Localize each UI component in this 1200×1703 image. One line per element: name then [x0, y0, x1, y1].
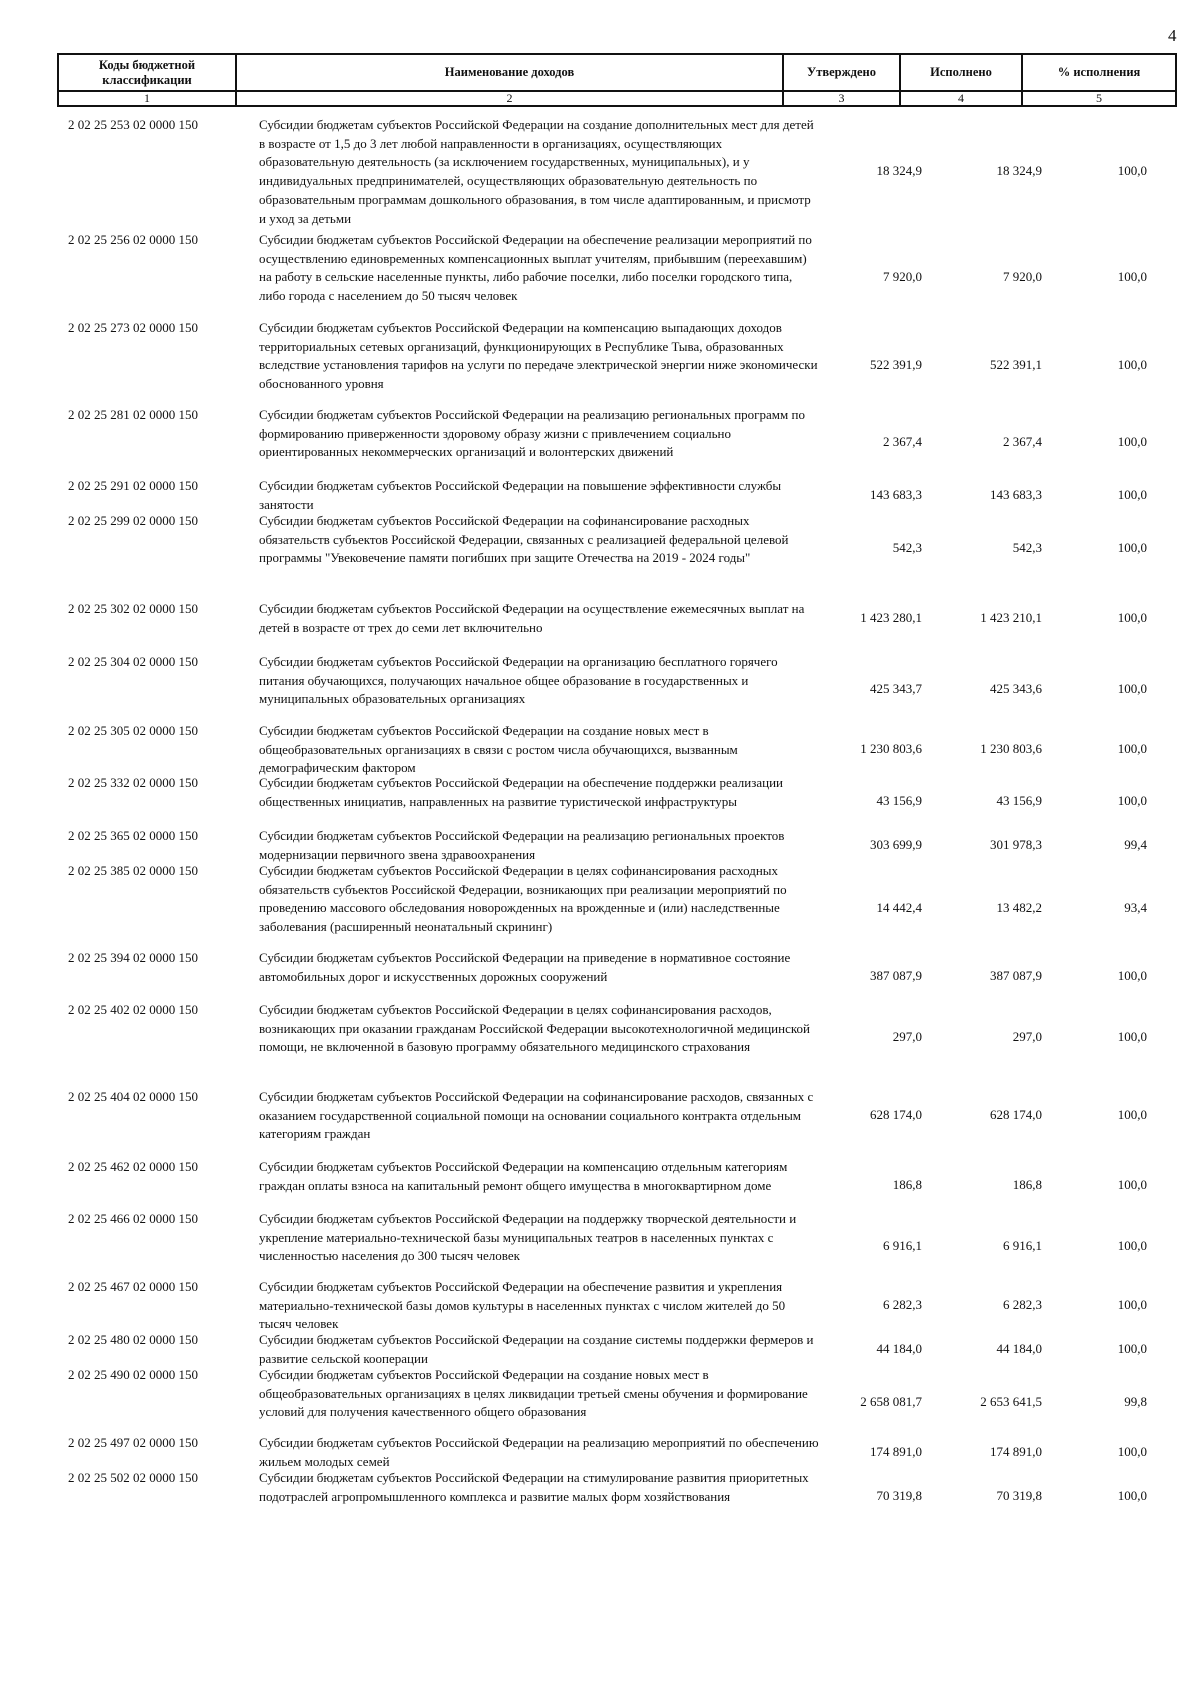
- table-row: [57, 477, 1175, 512]
- budget-code: 2 02 25 404 02 0000 150: [68, 1089, 198, 1104]
- budget-code: 2 02 25 256 02 0000 150: [68, 232, 198, 247]
- table-row: [57, 827, 1175, 862]
- budget-code: 2 02 25 462 02 0000 150: [68, 1159, 198, 1174]
- approved-value: 425 343,7: [870, 681, 922, 696]
- percent-value: 100,0: [1117, 163, 1147, 178]
- executed-value: 6 916,1: [1003, 1238, 1042, 1253]
- table-row: [57, 231, 1175, 319]
- percent-value: 100,0: [1117, 681, 1147, 696]
- approved-value: 522 391,9: [870, 357, 922, 372]
- executed-value: 2 653 641,5: [980, 1394, 1042, 1409]
- approved-value: 1 423 280,1: [860, 610, 922, 625]
- income-name: Субсидии бюджетам субъектов Российской Федерации на реализацию региональных программ по формированию приверженности здоровому образу жизни с привлечением социально ориентированных некоммерческих организаций и волонтерских движений: [259, 407, 805, 460]
- executed-value: 174 891,0: [990, 1444, 1042, 1459]
- table-row: [57, 600, 1175, 653]
- table-row: [57, 512, 1175, 600]
- approved-value: 6 916,1: [883, 1238, 922, 1253]
- budget-code: 2 02 25 502 02 0000 150: [68, 1470, 198, 1485]
- budget-code: 2 02 25 480 02 0000 150: [68, 1332, 198, 1347]
- budget-code: 2 02 25 291 02 0000 150: [68, 478, 198, 493]
- percent-value: 99,8: [1124, 1394, 1147, 1409]
- income-name: Субсидии бюджетам субъектов Российской Федерации в целях софинансирования расходов, возникающих при оказании гражданам Российской Федерации высокотехнологичной медицинской помощи, не включенной в базовую программу обязательного медицинского страхования: [259, 1002, 810, 1055]
- percent-value: 100,0: [1117, 1444, 1147, 1459]
- approved-value: 70 319,8: [876, 1488, 922, 1503]
- table-row: [57, 653, 1175, 722]
- header-executed: Исполнено: [900, 54, 1022, 91]
- executed-value: 2 367,4: [1003, 434, 1042, 449]
- income-name: Субсидии бюджетам субъектов Российской Федерации на обеспечение развития и укрепления материально-технической базы домов культуры в населенных пунктах с числом жителей до 50 тысяч человек: [259, 1279, 786, 1332]
- table-row: [57, 319, 1175, 406]
- budget-code: 2 02 25 497 02 0000 150: [68, 1435, 198, 1450]
- table-row: [57, 774, 1175, 827]
- income-name: Субсидии бюджетам субъектов Российской Федерации на создание системы поддержки фермеров и развитие сельской кооперации: [259, 1332, 814, 1366]
- table-row: [57, 862, 1175, 949]
- executed-value: 13 482,2: [996, 900, 1042, 915]
- income-name: Субсидии бюджетам субъектов Российской Федерации на софинансирование расходных обязательств субъектов Российской Федерации, связанных с реализацией федеральной целевой программы "Увековечение памяти погибших при защите Отечества на 2019 - 2024 годы": [259, 513, 789, 566]
- header-number-3: 3: [783, 91, 900, 106]
- income-name: Субсидии бюджетам субъектов Российской Федерации на реализацию региональных проектов модернизации первичного звена здравоохранения: [259, 828, 785, 862]
- approved-value: 143 683,3: [870, 487, 922, 502]
- approved-value: 43 156,9: [876, 793, 922, 808]
- budget-code: 2 02 25 365 02 0000 150: [68, 828, 198, 843]
- header-number-5: 5: [1022, 91, 1176, 106]
- income-name: Субсидии бюджетам субъектов Российской Федерации на осуществление ежемесячных выплат на детей в возрасте от трех до семи лет включительно: [259, 601, 805, 635]
- income-name: Субсидии бюджетам субъектов Российской Федерации на приведение в нормативное состояние автомобильных дорог и искусственных дорожных сооружений: [259, 950, 791, 984]
- header-number-4: 4: [900, 91, 1022, 106]
- income-name: Субсидии бюджетам субъектов Российской Федерации на создание дополнительных мест для детей в возрасте от 1,5 до 3 лет любой направленности в организациях, осуществляющих образовательную деятельность (за исключением государственных, муниципальных), и у индивидуальных предпринимателей, осуществляющих образовательную деятельность по образовательным программам дошкольного образования, в том числе адаптированным, и присмотр и уход за детьми: [259, 117, 814, 226]
- budget-code: 2 02 25 402 02 0000 150: [68, 1002, 198, 1017]
- table-row: [57, 1210, 1175, 1278]
- executed-value: 43 156,9: [996, 793, 1042, 808]
- executed-value: 387 087,9: [990, 968, 1042, 983]
- income-name: Субсидии бюджетам субъектов Российской Федерации на компенсацию выпадающих доходов территориальных сетевых организаций, функционирующих в Республике Тыва, образованных вследствие установления тарифов на услуги по передаче электрической энергии ниже экономически обоснованного уровня: [259, 320, 818, 392]
- percent-value: 100,0: [1117, 610, 1147, 625]
- budget-code: 2 02 25 490 02 0000 150: [68, 1367, 198, 1382]
- table-row: [57, 1331, 1175, 1366]
- budget-code: 2 02 25 253 02 0000 150: [68, 117, 198, 132]
- approved-value: 2 367,4: [883, 434, 922, 449]
- budget-code: 2 02 25 304 02 0000 150: [68, 654, 198, 669]
- executed-value: 522 391,1: [990, 357, 1042, 372]
- approved-value: 628 174,0: [870, 1107, 922, 1122]
- income-name: Субсидии бюджетам субъектов Российской Федерации в целях софинансирования расходных обязательств субъектов Российской Федерации, возникающих при реализации мероприятий по проведению массового обследования новорожденных на врожденные и (или) наследственные заболевания (расширенный неонатальный скрининг): [259, 863, 787, 935]
- income-name: Субсидии бюджетам субъектов Российской Федерации на организацию бесплатного горячего питания обучающихся, получающих начальное общее образование в государственных и муниципальных образовательных организациях: [259, 654, 778, 707]
- approved-value: 174 891,0: [870, 1444, 922, 1459]
- percent-value: 100,0: [1117, 269, 1147, 284]
- budget-code: 2 02 25 281 02 0000 150: [68, 407, 198, 422]
- executed-value: 18 324,9: [996, 163, 1042, 178]
- budget-code: 2 02 25 302 02 0000 150: [68, 601, 198, 616]
- executed-value: 301 978,3: [990, 837, 1042, 852]
- budget-code: 2 02 25 466 02 0000 150: [68, 1211, 198, 1226]
- approved-value: 387 087,9: [870, 968, 922, 983]
- header-budget-codes: Коды бюджетной классификации: [58, 54, 236, 91]
- percent-value: 100,0: [1117, 968, 1147, 983]
- header-income-name: Наименование доходов: [236, 54, 783, 91]
- approved-value: 2 658 081,7: [860, 1394, 922, 1409]
- percent-value: 100,0: [1117, 1297, 1147, 1312]
- approved-value: 44 184,0: [876, 1341, 922, 1356]
- income-name: Субсидии бюджетам субъектов Российской Федерации на обеспечение поддержки реализации общественных инициатив, направленных на развитие туристической инфраструктуры: [259, 775, 784, 809]
- executed-value: 7 920,0: [1003, 269, 1042, 284]
- budget-code: 2 02 25 332 02 0000 150: [68, 775, 198, 790]
- budget-code: 2 02 25 273 02 0000 150: [68, 320, 198, 335]
- income-name: Субсидии бюджетам субъектов Российской Федерации на поддержку творческой деятельности и укрепление материально-технической базы муниципальных театров в населенных пунктах с численностью населения до 300 тысяч человек: [259, 1211, 797, 1264]
- executed-value: 297,0: [1012, 1029, 1042, 1044]
- executed-value: 628 174,0: [990, 1107, 1042, 1122]
- percent-value: 100,0: [1117, 487, 1147, 502]
- table-row: [57, 1001, 1175, 1088]
- executed-value: 6 282,3: [1003, 1297, 1042, 1312]
- approved-value: 18 324,9: [876, 163, 922, 178]
- percent-value: 93,4: [1124, 900, 1147, 915]
- table-row: [57, 1434, 1175, 1469]
- table-row: [57, 1278, 1175, 1331]
- percent-value: 100,0: [1117, 1488, 1147, 1503]
- percent-value: 99,4: [1124, 837, 1147, 852]
- executed-value: 425 343,6: [990, 681, 1042, 696]
- page-number: 4: [1168, 26, 1177, 45]
- income-name: Субсидии бюджетам субъектов Российской Федерации на софинансирование расходов, связанных с оказанием государственной социальной помощи на основании социального контракта отдельным категориям граждан: [259, 1089, 814, 1142]
- table-row: [57, 949, 1175, 1001]
- executed-value: 70 319,8: [996, 1488, 1042, 1503]
- header-number-1: 1: [58, 91, 236, 106]
- income-name: Субсидии бюджетам субъектов Российской Федерации на повышение эффективности службы занятости: [259, 478, 782, 512]
- percent-value: 100,0: [1117, 1341, 1147, 1356]
- approved-value: 186,8: [892, 1177, 922, 1192]
- percent-value: 100,0: [1117, 434, 1147, 449]
- percent-value: 100,0: [1117, 1238, 1147, 1253]
- header-number-2: 2: [236, 91, 783, 106]
- budget-code: 2 02 25 467 02 0000 150: [68, 1279, 198, 1294]
- approved-value: 6 282,3: [883, 1297, 922, 1312]
- table-row: [57, 116, 1175, 231]
- approved-value: 297,0: [892, 1029, 922, 1044]
- table-row: [57, 1469, 1175, 1504]
- percent-value: 100,0: [1117, 357, 1147, 372]
- income-name: Субсидии бюджетам субъектов Российской Федерации на стимулирование развития приоритетных подотраслей агропромышленного комплекса и развитие малых форм хозяйствования: [259, 1470, 809, 1504]
- budget-code: 2 02 25 394 02 0000 150: [68, 950, 198, 965]
- percent-value: 100,0: [1117, 793, 1147, 808]
- executed-value: 1 423 210,1: [980, 610, 1042, 625]
- executed-value: 186,8: [1012, 1177, 1042, 1192]
- approved-value: 542,3: [892, 540, 922, 555]
- header-percent: % исполнения: [1022, 54, 1176, 91]
- percent-value: 100,0: [1117, 1177, 1147, 1192]
- percent-value: 100,0: [1117, 1029, 1147, 1044]
- table-row: [57, 1088, 1175, 1158]
- approved-value: 1 230 803,6: [860, 741, 922, 756]
- approved-value: 14 442,4: [876, 900, 922, 915]
- approved-value: 7 920,0: [883, 269, 922, 284]
- percent-value: 100,0: [1117, 540, 1147, 555]
- percent-value: 100,0: [1117, 1107, 1147, 1122]
- table-row: [57, 722, 1175, 774]
- executed-value: 542,3: [1012, 540, 1042, 555]
- executed-value: 143 683,3: [990, 487, 1042, 502]
- percent-value: 100,0: [1117, 741, 1147, 756]
- table-row: [57, 1366, 1175, 1434]
- executed-value: 44 184,0: [996, 1341, 1042, 1356]
- budget-code: 2 02 25 385 02 0000 150: [68, 863, 198, 878]
- income-name: Субсидии бюджетам субъектов Российской Федерации на создание новых мест в общеобразовательных организациях в целях ликвидации третьей смены обучения и формирование условий для получения качественного общего образования: [259, 1367, 808, 1420]
- income-name: Субсидии бюджетам субъектов Российской Федерации на компенсацию отдельным категориям граждан оплаты взноса на капитальный ремонт общего имущества в многоквартирном доме: [259, 1159, 788, 1193]
- budget-code: 2 02 25 305 02 0000 150: [68, 723, 198, 738]
- budget-code: 2 02 25 299 02 0000 150: [68, 513, 198, 528]
- executed-value: 1 230 803,6: [980, 741, 1042, 756]
- income-name: Субсидии бюджетам субъектов Российской Федерации на создание новых мест в общеобразовательных организациях в связи с ростом числа обучающихся, вызванным демографическим фактором: [259, 723, 738, 776]
- header-approved: Утверждено: [783, 54, 900, 91]
- approved-value: 303 699,9: [870, 837, 922, 852]
- table-row: [57, 406, 1175, 477]
- table-body: [57, 116, 1175, 1504]
- table-header: [57, 53, 1177, 107]
- income-name: Субсидии бюджетам субъектов Российской Федерации на реализацию мероприятий по обеспечению жильем молодых семей: [259, 1435, 819, 1469]
- table-row: [57, 1158, 1175, 1210]
- income-name: Субсидии бюджетам субъектов Российской Федерации на обеспечение реализации мероприятий по осуществлению единовременных компенсационных выплат учителям, прибывшим (переехавшим) на работу в сельские населенные пункты, либо рабочие поселки, либо поселки городского типа, либо города с населением до 50 тысяч человек: [259, 232, 812, 304]
